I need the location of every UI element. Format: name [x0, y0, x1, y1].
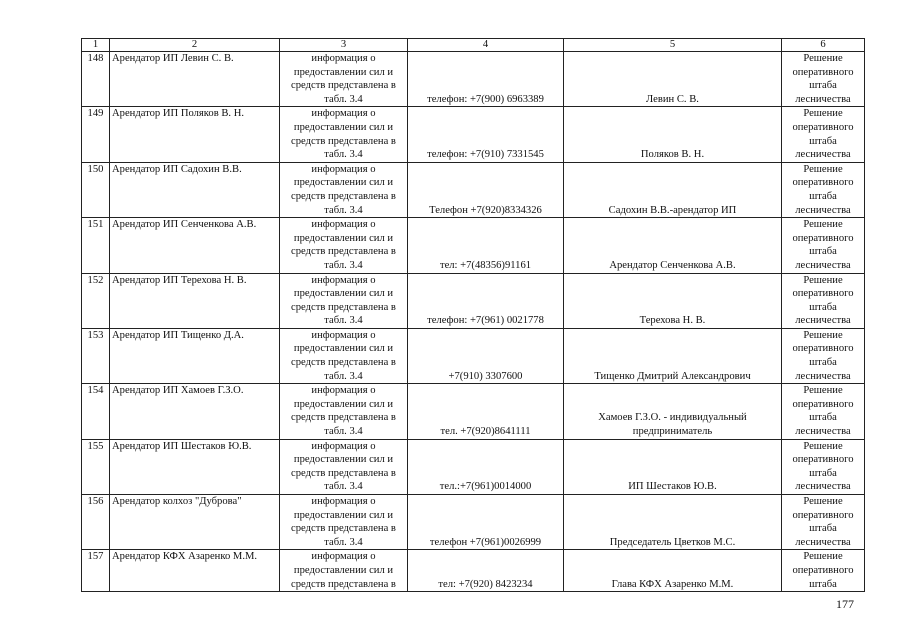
column-header: 3: [280, 39, 408, 52]
resources-info-cell: информация о предоставлении сил и средств представлена в табл. 3.4: [280, 273, 408, 328]
lessee-name-cell: Арендатор ИП Левин С. В.: [110, 52, 280, 107]
decision-cell: Решение оперативного штаба лесничества: [782, 495, 865, 550]
contact-phone-cell: +7(910) 3307600: [408, 328, 564, 383]
lessee-name-cell: Арендатор колхоз "Дуброва": [110, 495, 280, 550]
responsible-person-cell: Хамоев Г.З.О. - индивидуальный предприниматель: [564, 384, 782, 439]
contact-phone-cell: тел: +7(48356)91161: [408, 218, 564, 273]
contact-phone-cell: телефон +7(961)0026999: [408, 495, 564, 550]
responsible-person-cell: ИП Шестаков Ю.В.: [564, 439, 782, 494]
resources-info-cell: информация о предоставлении сил и средств представлена в табл. 3.4: [280, 495, 408, 550]
column-header: 2: [110, 39, 280, 52]
resources-info-cell: информация о предоставлении сил и средств представлена в табл. 3.4: [280, 218, 408, 273]
responsible-person-cell: Арендатор Сенченкова А.В.: [564, 218, 782, 273]
decision-cell: Решение оперативного штаба лесничества: [782, 328, 865, 383]
row-number-cell: 148: [82, 52, 110, 107]
column-header: 4: [408, 39, 564, 52]
lessee-name-cell: Арендатор КФХ Азаренко М.М.: [110, 550, 280, 592]
table-row: [82, 439, 865, 494]
contact-phone-cell: телефон: +7(900) 6963389: [408, 52, 564, 107]
decision-cell: Решение оперативного штаба лесничества: [782, 107, 865, 162]
column-header: 1: [82, 39, 110, 52]
table-row: [82, 218, 865, 273]
responsible-person-cell: Садохин В.В.-арендатор ИП: [564, 162, 782, 217]
decision-cell: Решение оперативного штаба лесничества: [782, 384, 865, 439]
decision-cell: Решение оперативного штаба: [782, 550, 865, 592]
lessee-name-cell: Арендатор ИП Сенченкова А.В.: [110, 218, 280, 273]
row-number-cell: 155: [82, 439, 110, 494]
table-row: [82, 550, 865, 592]
responsible-person-cell: Терехова Н. В.: [564, 273, 782, 328]
contact-phone-cell: тел.:+7(961)0014000: [408, 439, 564, 494]
lessee-name-cell: Арендатор ИП Хамоев Г.З.О.: [110, 384, 280, 439]
table-row: [82, 273, 865, 328]
decision-cell: Решение оперативного штаба лесничества: [782, 218, 865, 273]
table-row: [82, 328, 865, 383]
lessee-name-cell: Арендатор ИП Терехова Н. В.: [110, 273, 280, 328]
table-row: [82, 384, 865, 439]
responsible-person-cell: Председатель Цветков М.С.: [564, 495, 782, 550]
table-row: [82, 162, 865, 217]
resources-info-cell: информация о предоставлении сил и средств представлена в табл. 3.4: [280, 107, 408, 162]
row-number-cell: 152: [82, 273, 110, 328]
row-number-cell: 151: [82, 218, 110, 273]
column-header: 5: [564, 39, 782, 52]
table-header-row: [82, 39, 865, 52]
column-header: 6: [782, 39, 865, 52]
contact-phone-cell: телефон: +7(910) 7331545: [408, 107, 564, 162]
responsible-person-cell: Левин С. В.: [564, 52, 782, 107]
lessee-name-cell: Арендатор ИП Шестаков Ю.В.: [110, 439, 280, 494]
table-row: [82, 52, 865, 107]
lessee-name-cell: Арендатор ИП Тищенко Д.А.: [110, 328, 280, 383]
resources-info-cell: информация о предоставлении сил и средств представлена в табл. 3.4: [280, 328, 408, 383]
decision-cell: Решение оперативного штаба лесничества: [782, 273, 865, 328]
decision-cell: Решение оперативного штаба лесничества: [782, 52, 865, 107]
row-number-cell: 149: [82, 107, 110, 162]
resources-info-cell: информация о предоставлении сил и средств представлена в: [280, 550, 408, 592]
row-number-cell: 157: [82, 550, 110, 592]
contact-phone-cell: Телефон +7(920)8334326: [408, 162, 564, 217]
decision-cell: Решение оперативного штаба лесничества: [782, 439, 865, 494]
contact-phone-cell: тел. +7(920)8641111: [408, 384, 564, 439]
row-number-cell: 156: [82, 495, 110, 550]
responsible-person-cell: Тищенко Дмитрий Александрович: [564, 328, 782, 383]
page-number: 177: [836, 597, 854, 611]
resources-info-cell: информация о предоставлении сил и средств представлена в табл. 3.4: [280, 162, 408, 217]
resources-info-cell: информация о предоставлении сил и средств представлена в табл. 3.4: [280, 439, 408, 494]
table-row: [82, 107, 865, 162]
lessee-name-cell: Арендатор ИП Поляков В. Н.: [110, 107, 280, 162]
row-number-cell: 150: [82, 162, 110, 217]
responsible-person-cell: Глава КФХ Азаренко М.М.: [564, 550, 782, 592]
decision-cell: Решение оперативного штаба лесничества: [782, 162, 865, 217]
responsible-person-cell: Поляков В. Н.: [564, 107, 782, 162]
row-number-cell: 154: [82, 384, 110, 439]
resources-info-cell: информация о предоставлении сил и средств представлена в табл. 3.4: [280, 52, 408, 107]
lessee-name-cell: Арендатор ИП Садохин В.В.: [110, 162, 280, 217]
contact-phone-cell: телефон: +7(961) 0021778: [408, 273, 564, 328]
resources-info-cell: информация о предоставлении сил и средств представлена в табл. 3.4: [280, 384, 408, 439]
lessee-resources-table: [81, 38, 865, 592]
row-number-cell: 153: [82, 328, 110, 383]
table-row: [82, 495, 865, 550]
contact-phone-cell: тел: +7(920) 8423234: [408, 550, 564, 592]
